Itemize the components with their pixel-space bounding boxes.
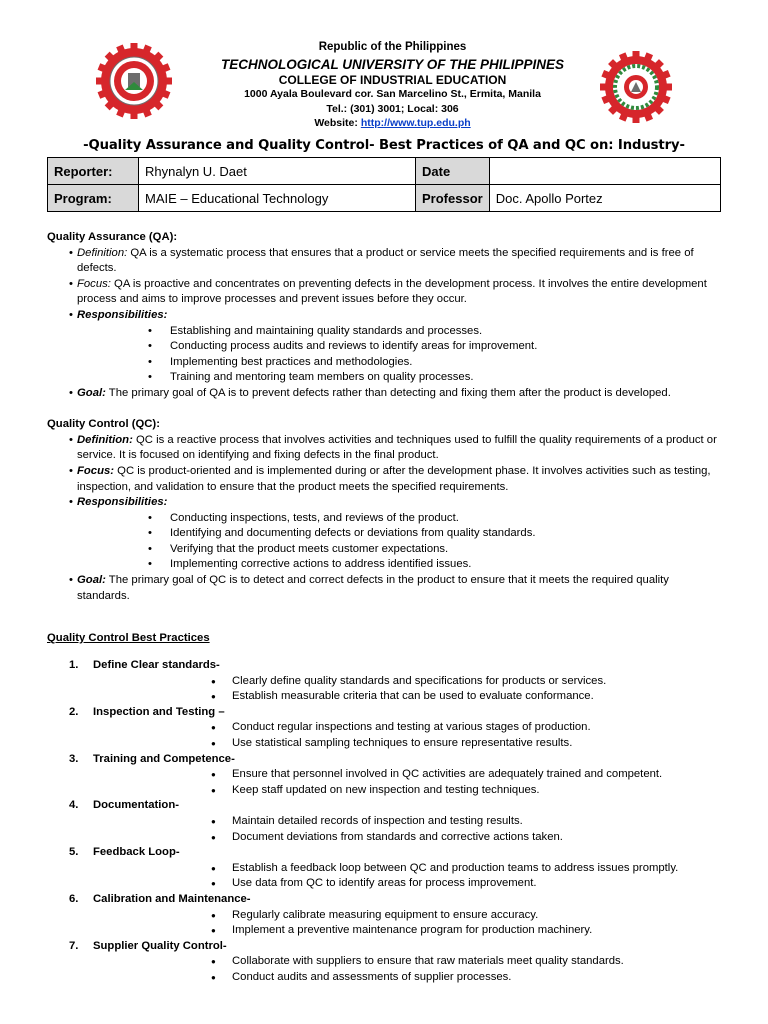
practice-number: 1.	[69, 659, 79, 672]
qa-goal-text: The primary goal of QA is to prevent defects rather than detecting and fixing them after the product is developed.	[105, 386, 671, 399]
program-label: Program:	[48, 185, 139, 212]
practice-heading: Supplier Quality Control-	[93, 939, 227, 952]
list-item: ● Document deviations from standards and corrective actions taken.	[93, 830, 717, 846]
practice-heading: Documentation-	[93, 799, 179, 812]
best-practices-list	[47, 658, 717, 985]
list-item: ● Keep staff updated on new inspection and testing techniques.	[93, 783, 717, 799]
list-item: ● Implement a preventive maintenance program for production machinery.	[93, 923, 717, 939]
practice-points	[93, 767, 717, 798]
header-country: Republic of the Philippines	[318, 41, 467, 53]
qa-responsibilities-label: Responsibilities:	[77, 308, 168, 321]
header-university: TECHNOLOGICAL UNIVERSITY OF THE PHILIPPINES	[220, 57, 565, 72]
reporter-value: Rhynalyn U. Daet	[139, 158, 416, 185]
date-label: Date	[416, 158, 490, 185]
list-item: ● Establish a feedback loop between QC and production teams to address issues promptly.	[93, 861, 717, 877]
document-body	[47, 230, 717, 986]
best-practices-title: Quality Control Best Practices	[47, 632, 210, 645]
practice-number: 7.	[69, 939, 79, 952]
qc-definition-label: Definition:	[77, 433, 133, 446]
list-item: • Conducting inspections, tests, and reviews of the product.	[77, 511, 717, 527]
document-title: -Quality Assurance and Quality Control- Best Practices of QA and QC on: Industry-	[83, 138, 685, 153]
header-website	[150, 118, 635, 129]
list-item: ● Use data from QC to identify areas for process improvement.	[93, 876, 717, 892]
qa-responsibilities	[47, 308, 717, 386]
header-address: 1000 Ayala Boulevard cor. San Marcelino St., Ermita, Manila	[244, 88, 541, 100]
qa-definition	[47, 246, 717, 277]
list-item: • Conducting process audits and reviews to identify areas for improvement.	[77, 339, 717, 355]
program-value: MAIE – Educational Technology	[139, 185, 416, 212]
list-item: ● Ensure that personnel involved in QC activities are adequately trained and competent.	[93, 767, 717, 783]
qc-definition	[47, 433, 717, 464]
qa-focus-label: Focus:	[77, 277, 111, 290]
header-tel: Tel.: (301) 3001; Local: 306	[326, 103, 459, 115]
list-item: ● Maintain detailed records of inspection and testing results.	[93, 814, 717, 830]
qa-section-title: Quality Assurance (QA):	[47, 231, 178, 243]
qc-list	[47, 433, 717, 605]
practice-item	[47, 845, 717, 892]
qa-definition-text: QA is a systematic process that ensures that a product or service meets the specified requirements and is free of defects.	[77, 246, 694, 275]
practice-item	[47, 939, 717, 986]
qc-goal	[47, 573, 717, 604]
list-item: ● Clearly define quality standards and specifications for products or services.	[93, 674, 717, 690]
professor-value: Doc. Apollo Portez	[489, 185, 720, 212]
info-row-program	[48, 185, 721, 212]
website-label: Website:	[314, 117, 358, 129]
practice-points	[93, 861, 717, 892]
practice-heading: Define Clear standards-	[93, 659, 220, 672]
qc-definition-text: QC is a reactive process that involves activities and techniques used to fulfill the quality requirements of a product or service. It is focused on identifying and fixing defects in the final product.	[77, 433, 717, 462]
qa-definition-label: Definition:	[77, 246, 128, 259]
qc-goal-label: Goal:	[77, 574, 106, 587]
practice-item	[47, 798, 717, 845]
qa-list	[47, 246, 717, 402]
qc-responsibilities	[47, 495, 717, 573]
practice-item	[47, 892, 717, 939]
website-link[interactable]: http://www.tup.edu.ph	[360, 117, 471, 129]
practice-heading: Inspection and Testing –	[93, 705, 225, 718]
list-item: • Identifying and documenting defects or deviations from quality standards.	[77, 526, 717, 542]
practice-number: 6.	[69, 892, 79, 905]
qc-goal-text: The primary goal of QC is to detect and correct defects in the product to ensure that it meets the required quality standards.	[77, 574, 669, 602]
list-item: • Verifying that the product meets customer expectations.	[77, 542, 717, 558]
qc-responsibilities-list	[77, 511, 717, 573]
practice-heading: Training and Competence-	[93, 752, 235, 765]
info-table	[47, 157, 721, 212]
list-item: ● Regularly calibrate measuring equipment to ensure accuracy.	[93, 908, 717, 924]
list-item: ● Conduct audits and assessments of supplier processes.	[93, 970, 717, 986]
list-item: • Implementing best practices and methodologies.	[77, 355, 717, 371]
practice-number: 3.	[69, 752, 79, 765]
list-item: • Implementing corrective actions to address identified issues.	[77, 557, 717, 573]
list-item: • Establishing and maintaining quality standards and processes.	[77, 324, 717, 340]
qc-focus-label: Focus:	[77, 464, 115, 477]
list-item: • Training and mentoring team members on quality processes.	[77, 370, 717, 386]
qc-section-title: Quality Control (QC):	[47, 418, 160, 431]
list-item: ● Use statistical sampling techniques to ensure representative results.	[93, 736, 717, 752]
qa-goal-label: Goal:	[77, 386, 106, 399]
list-item: ● Collaborate with suppliers to ensure that raw materials meet quality standards.	[93, 954, 717, 970]
qa-focus-text: QA is proactive and concentrates on preventing defects in the development process. It involves the entire development process and aims to improve processes and prevent issues before they occur.	[77, 277, 707, 306]
reporter-label: Reporter:	[48, 158, 139, 185]
practice-points	[93, 908, 717, 939]
qc-responsibilities-label: Responsibilities:	[77, 496, 168, 509]
practice-item	[47, 752, 717, 799]
practice-item	[47, 658, 717, 705]
info-row-reporter	[48, 158, 721, 185]
practice-points	[93, 674, 717, 705]
practice-points	[93, 814, 717, 845]
practice-heading: Calibration and Maintenance-	[93, 892, 251, 905]
practice-number: 2.	[69, 705, 79, 718]
professor-label: Professor	[416, 185, 490, 212]
list-item: ● Establish measurable criteria that can be used to evaluate conformance.	[93, 689, 717, 705]
practice-heading: Feedback Loop-	[93, 846, 180, 859]
qa-goal	[47, 386, 717, 402]
header-college: COLLEGE OF INDUSTRIAL EDUCATION	[278, 73, 507, 87]
qa-responsibilities-list	[77, 324, 717, 386]
date-value	[489, 158, 720, 185]
list-item: ● Conduct regular inspections and testing at various stages of production.	[93, 720, 717, 736]
practice-points	[93, 720, 717, 751]
qc-focus-text: QC is product-oriented and is implemented during or after the development phase. It involves activities such as testing, inspection, and validation to ensure that the product meets the specified requirements.	[77, 464, 711, 493]
practice-item	[47, 705, 717, 752]
qc-focus	[47, 464, 717, 495]
practice-number: 4.	[69, 799, 79, 812]
practice-number: 5.	[69, 846, 79, 859]
practice-points	[93, 954, 717, 985]
qa-focus	[47, 277, 717, 308]
